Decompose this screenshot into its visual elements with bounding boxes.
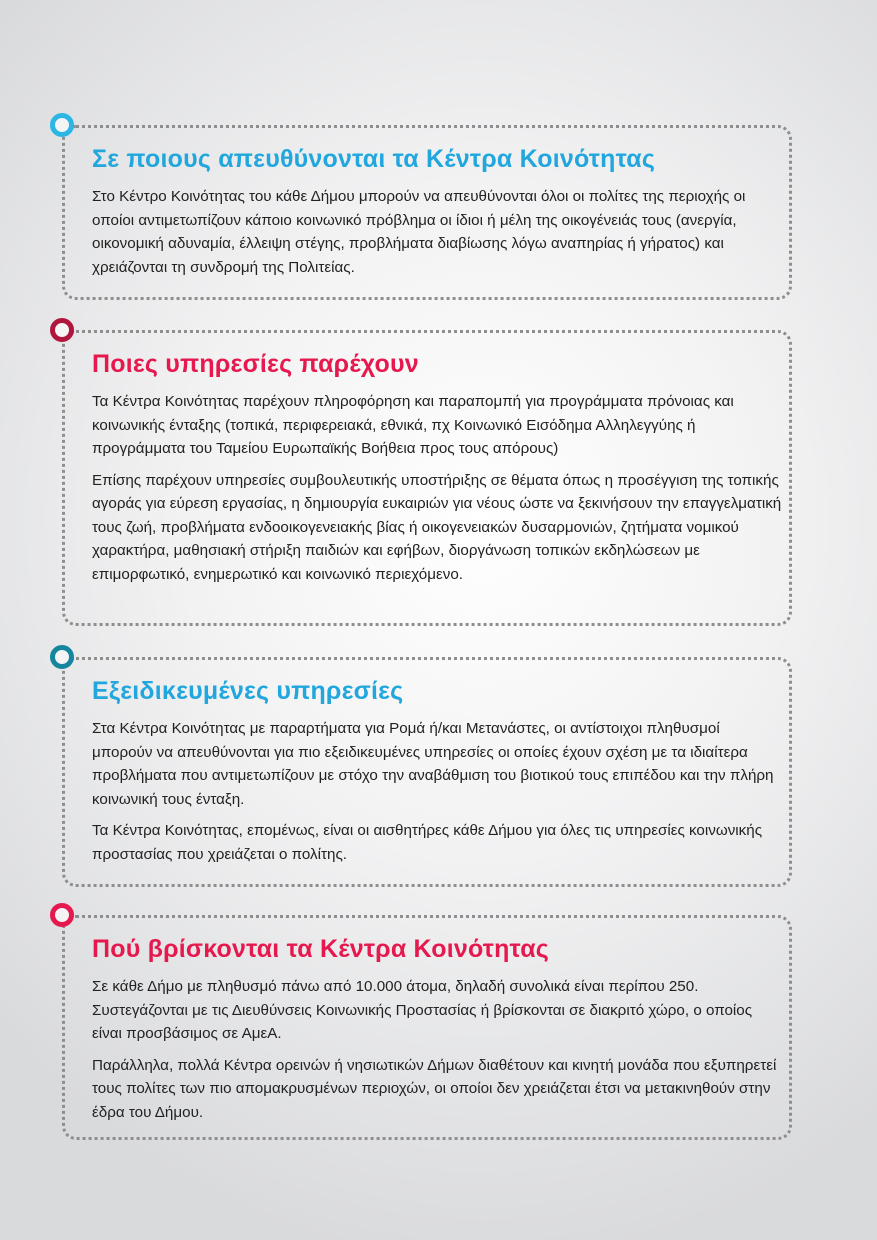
section-title: Σε ποιους απευθύνονται τα Κέντρα Κοινότητας — [92, 145, 656, 173]
section-locations — [62, 915, 792, 1140]
paragraph: Σε κάθε Δήμο με πληθυσμό πάνω από 10.000 άτομα, δηλαδή συνολικά είναι περίπου 250. Συστεγάζονται με τις Διευθύνσεις Κοινωνικής Προστασίας ή βρίσκονται σε διακριτό χώρο, ο οποίος είναι προσβάσιμος σε ΑμεΑ. — [92, 978, 753, 1042]
circle-bullet-icon — [50, 903, 74, 927]
circle-bullet-icon — [50, 113, 74, 137]
section-body — [92, 390, 782, 594]
section-services-provided — [62, 330, 792, 626]
section-specialized-services — [62, 657, 792, 887]
circle-bullet-icon — [50, 318, 74, 342]
paragraph: Παράλληλα, πολλά Κέντρα ορεινών ή νησιωτικών Δήμων διαθέτουν και κινητή μονάδα που εξυπηρετεί τους πολίτες των πιο απομακρυσμένων περιοχών, οι οποίοι δεν χρειάζεται έτσι να μετακινηθούν στην έδρα του Δήμου. — [92, 1056, 777, 1121]
section-title: Πού βρίσκονται τα Κέντρα Κοινότητας — [92, 935, 549, 963]
paragraph: Στο Κέντρο Κοινότητας του κάθε Δήμου μπορούν να απευθύνονται όλοι οι πολίτες της περιοχής οι οποίοι αντιμετωπίζουν κάποιο κοινωνικό πρόβλημα οι ίδιοι ή μέλη της οικογένειάς τους (ανεργία, οικονομική αδυναμία, έλλειψη στέγης, προβλήματα διαβίωσης λόγω αναπηρίας ή γήρατος) και χρειάζονται τη συνδρομή της Πολιτείας. — [92, 188, 746, 276]
section-title: Εξειδικευμένες υπηρεσίες — [92, 677, 404, 705]
paragraph: Τα Κέντρα Κοινότητας παρέχουν πληροφόρηση και παραπομπή για προγράμματα πρόνοιας και κοινωνικής ένταξης (τοπικά, περιφερειακά, εθνικά, πχ Κοινωνικό Εισόδημα Αλληλεγγύης ή προγράμματα του Ταμείου Ευρωπαϊκής Βοήθεια προς τους απόρους) — [92, 393, 734, 457]
section-title: Ποιες υπηρεσίες παρέχουν — [92, 350, 419, 378]
section-target-audience — [62, 125, 792, 300]
paragraph: Τα Κέντρα Κοινότητας, επομένως, είναι οι αισθητήρες κάθε Δήμου για όλες τις υπηρεσίες κοινωνικής προστασίας που χρειάζεται ο πολίτης. — [92, 822, 763, 863]
section-body — [92, 717, 782, 874]
paragraph: Στα Κέντρα Κοινότητας με παραρτήματα για Ρομά ή/και Μετανάστες, οι αντίστοιχοι πληθυσμοί μπορούν να απευθύνονται για πιο εξειδικευμένες υπηρεσίες οι οποίες έχουν σχέση με τα ιδιαίτερα προβλήματα που αντιμετωπίζουν με στόχο την αναβάθμιση του βιοτικού τους επιπέδου και την πλήρη κοινωνική τους ένταξη. — [92, 720, 774, 808]
section-body — [92, 185, 782, 287]
paragraph: Επίσης παρέχουν υπηρεσίες συμβουλευτικής υποστήριξης σε θέματα όπως η προσέγγιση της τοπικής αγοράς για εύρεση εργασίας, η δημιουργία ευκαιριών για νέους ώστε να ξεκινήσουν την επαγγελματική τους ζωή, προβλήματα ενδοοικογενειακής βίας ή οικογενειακών δυσαρμονιών, ζητήματα νομικού χαρακτήρα, μαθησιακή στήριξη παιδιών και εφήβων, διοργάνωση τοπικών εκδηλώσεων με επιμορφωτικό, ενημερωτικό και κοινωνικό περιεχόμενο. — [92, 471, 782, 583]
circle-bullet-icon — [50, 645, 74, 669]
section-body — [92, 975, 782, 1132]
